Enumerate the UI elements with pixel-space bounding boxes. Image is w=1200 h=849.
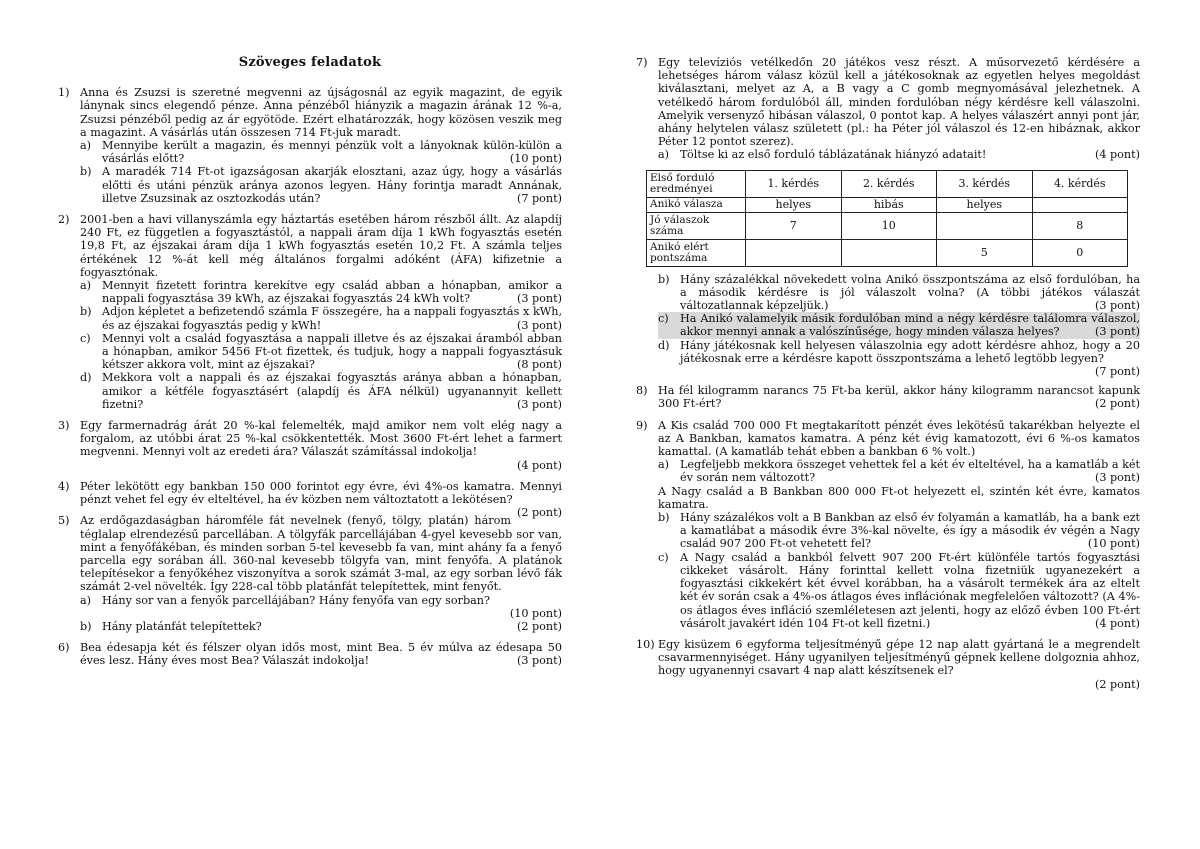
problem-4 [58,479,562,520]
sub-label: a) [80,593,92,607]
table-cell [937,212,1033,239]
sub-text: Legfeljebb mekkora összeget vehettek fel a két év elteltével, ha a kamatláb a két év során nem változott? [680,458,1140,485]
points: (4 pont) [1094,148,1140,162]
sub-text: Adjon képletet a befizetendő számla F összegére, ha a nappali fogyasztás x kWh, és az éjszakai fogyasztás pedig y kWh! [102,305,562,332]
table-cell: 0 [1032,239,1128,266]
table-cell: hibás [841,197,937,212]
problem-2 [58,213,562,411]
points: (3 pont) [1094,299,1140,313]
problem-5 [58,514,562,633]
points: (3 pont) [516,292,562,306]
sub-text: Mekkora volt a nappali és az éjszakai fogyasztás aránya abban a hónapban, amikor a kétféle fogyasztásért (alapdíj és ÁFA nélkül) ugyanannyit kellett fizetni? [102,371,562,411]
problem-text: Egy farmernadrág árát 20 %-kal felemelték, majd amikor nem volt elég nagy a forgalom, az utóbbi árat 25 %-kal csökkentették. Most 3600 Ft-ért lehet a farmert megvenni. Mennyi volt az eredeti ára? Válaszát számítással indokolja! [80,419,562,459]
problem-9-middle-text: A Nagy család a B Bankban 800 000 Ft-ot helyezett el, szintén két évre, kamatos kamatra. [658,484,1140,511]
problem-number: 8) [636,384,648,398]
points: (7 pont) [516,191,562,205]
sub-text: Mennyi volt a család fogyasztása a nappali illetve és az éjszakai áramból abban a hónapban, amikor 5456 Ft-ot fizettek, és tudjuk, hogy a nappali fogyasztásuk kétszer akkora volt, mint az éjszakai? [102,331,562,372]
subquestion-9a [658,458,1140,484]
points: (10 pont) [509,152,562,166]
problem-1 [58,86,562,205]
subquestion-7b [658,273,1140,313]
problem-number: 2) [58,213,70,227]
subquestion-5b [80,620,562,633]
problem-text: A Kis család 700 000 Ft megtakarított pénzét éves lekötésű takarékban helyezte el az A Bankban, kamatos kamatra. A pénz két évig kamatozott, évi 6 %-os kamatos kamattal. (A kamatláb tehát ebben a bankban 6 % volt.) [658,418,1140,459]
subquestion-7a [658,148,1140,161]
problem-number: 10) [636,637,655,651]
table-row [647,197,1128,212]
sub-label: c) [658,312,669,326]
table-row [647,239,1128,266]
sub-text: Hány platánfát telepítettek? [102,619,262,633]
subquestion-9c [658,551,1140,630]
problem-text: Az erdőgazdaságban háromféle fát nevelnek (fenyő, tölgy, platán) három téglalap elrendezésű parcellában. A tölgyfák parcellájában 4-gyel kevesebb sor van, mint a fenyőfákéban, és minden sorban 5-tel kevesebb fa van, mint ahány fa a fenyő parcella egy sorában áll. 360-nal kevesebb tölgyfa van, mint fenyőfa. A platánok telepítésekor a fenyőkéhez viszonyítva a sorok számát 3-mal, az egy sorban lévő fák számát 2-vel növelték. Így 228-cal több platánfát telepítettek, mint fenyőt. [80,514,562,594]
problem-text: 2001-ben a havi villanyszámla egy háztartás esetében három részből állt. Az alapdíj 240 Ft, ez független a fogyasztástól, a nappali áram díja 1 kWh fogyasztás esetén 19,8 Ft, az éjszakai áram díja 1 kWh fogyasztás esetén 10,2 Ft. A számla teljes értékének 12 %-át kell még általános forgalmi adóként (ÁFA) kifizetnie a fogyasztónak. [80,213,562,279]
points: (2 pont) [516,506,562,520]
sub-text: Hány sor van a fenyők parcellájában? Hány fenyőfa van egy sorban? [102,593,491,607]
subquestion-2a [80,279,562,305]
sub-label: b) [80,619,92,633]
points: (3 pont) [1094,325,1140,339]
subquestion-9b [658,511,1140,551]
sub-label: a) [658,148,670,162]
subquestion-2b [80,305,562,331]
table-header-cell: 1. kérdés [746,170,842,197]
problem-6 [58,641,562,667]
table-header-cell: Első forduló eredményei [647,170,746,197]
results-table [646,170,1128,267]
points: (2 pont) [1094,677,1140,691]
subquestion-1b [80,165,562,205]
sub-label: b) [80,165,92,179]
sub-label: d) [80,371,92,385]
problem-number: 5) [58,514,70,528]
table-cell: 10 [841,212,937,239]
sub-label: a) [80,279,92,293]
points: (2 pont) [516,619,562,633]
left-column [58,0,562,676]
table-header-cell: 3. kérdés [937,170,1033,197]
points: (3 pont) [1094,471,1140,485]
problem-text: Péter lekötött egy bankban 150 000 forintot egy évre, évi 4%-os kamatra. Mennyi pénzt vehet fel egy év elteltével, ha év közben nem változtatott a lekötésen? [80,479,562,507]
sub-text: Mennyibe került a magazin, és mennyi pénzük volt a lányoknak külön-külön a vásárlás előtt? [102,139,562,166]
sub-text: Ha Anikó valamelyik másik fordulóban mind a négy kérdésre találomra válaszol, akkor mennyi annak a valószínűsége, hogy minden válasza helyes? [680,312,1140,339]
problem-text: Egy kisüzem 6 egyforma teljesítményű gépe 12 nap alatt gyártaná le a megrendelt csavarmennyiséget. Hány ugyanilyen teljesítményű gépnek kellene dolgoznia ahhoz, hogy ugyanennyi csavart 4 nap alatt készítsenek el? [658,637,1140,678]
page-title: Szöveges feladatok [238,55,382,70]
sub-text: Töltse ki az első forduló táblázatának hiányzó adatait! [680,148,987,162]
problem-number: 3) [58,419,70,433]
points: (2 pont) [1094,397,1140,411]
table-cell: 8 [1032,212,1128,239]
points: (3 pont) [516,318,562,332]
subquestion-1a [80,139,562,165]
sub-text: Mennyit fizetett forintra kerekítve egy család abban a hónapban, amikor a nappali fogyasztása 39 kWh, az éjszakai fogyasztás 24 kWh volt? [102,279,562,306]
table-cell: helyes [937,197,1033,212]
points: (10 pont) [1087,537,1140,551]
points: (3 pont) [516,654,562,668]
table-row [647,212,1128,239]
problem-10 [636,638,1140,691]
table-header-cell: 4. kérdés [1032,170,1128,197]
right-column [636,56,1140,699]
problem-text: Ha fél kilogramm narancs 75 Ft-ba kerül, akkor hány kilogramm narancsot kapunk 300 Ft-ért? [658,384,1140,411]
sub-text: Hány százalékkal növekedett volna Anikó összpontszáma az első fordulóban, ha a második kérdésre is jól válaszolt volna? (A többi játékos válaszát változatlannak képzeljük.) [680,272,1140,313]
problem-number: 7) [636,56,648,69]
table-cell [1032,197,1128,212]
points: (4 pont) [516,458,562,472]
problem-number: 9) [636,418,648,432]
sub-label: b) [658,272,670,286]
table-cell: Anikó válasza [647,197,746,212]
sub-label: a) [658,458,670,472]
table-cell [746,239,842,266]
sub-label: b) [658,511,670,525]
table-cell: Jó válaszok száma [647,212,746,239]
subquestion-2d [80,371,562,411]
table-cell: 7 [746,212,842,239]
points: (8 pont) [516,358,562,372]
table-cell: helyes [746,197,842,212]
sub-text: A maradék 714 Ft-ot igazságosan akarják elosztani, azaz úgy, hogy a vásárlás előtti és utáni pénzük aránya azonos legyen. Hány forintja maradt Annának, illetve Zsuzsinak az osztozkodás után? [102,165,562,205]
points: (4 pont) [1094,616,1140,630]
points: (3 pont) [516,397,562,411]
table-cell: Anikó elért pontszáma [647,239,746,266]
table-cell [841,239,937,266]
problem-text: Egy televíziós vetélkedőn 20 játékos vesz részt. A műsorvezető kérdésére a lehetséges három válasz közül kell a játékosoknak az egyetlen helyes megoldást kiválasztani, melyet az A, a B vagy a C gomb megnyomásával jelezhetnek. A vetélkedő három fordulóból áll, minden fordulóban négy kérdésre kell válaszolni. Amelyik versenyző hibásan válaszol, 0 pontot kap. A helyes válaszért annyi pont jár, ahány helytelen válasz született (pl.: ha Péter jól válaszol és 12-en hibáznak, akkor Péter 12 pontot szerez). [658,56,1140,149]
subquestion-2c [80,332,562,372]
subquestion-7c [658,312,1140,338]
problem-7 [636,56,1140,162]
sub-label: c) [658,550,669,564]
problem-8 [636,384,1140,410]
problem-number: 6) [58,641,70,655]
problem-number: 4) [58,479,70,493]
problem-9 [636,419,1140,630]
sub-label: d) [658,338,670,352]
sub-text: Hány játékosnak kell helyesen válaszolnia egy adott kérdésre ahhoz, hogy a 20 játékosnak erre a kérdésre kapott összpontszáma a lehető legtöbb legyen? [680,338,1140,365]
sub-label: b) [80,305,92,319]
subquestion-7d [658,339,1140,379]
table-header-row [647,170,1128,197]
sub-text: Hány százalékos volt a B Bankban az első év folyamán a kamatláb, ha a bank ezt a kamatlábat a második évre 3%-kal növelte, és így a második év végén a Nagy család 907 200 Ft-ot vehetett fel? [680,511,1140,551]
problem-number: 1) [58,86,70,100]
problem-text: Bea édesapja két és félszer olyan idős most, mint Bea. 5 év múlva az édesapa 50 éves lesz. Hány éves most Bea? Válaszát indokolja! [80,641,562,668]
problem-text: Anna és Zsuzsi is szeretné megvenni az újságosnál az egyik magazint, de egyik lánynak sincs elegendő pénze. Anna pénzéből hiányzik a magazin árának 12 %-a, Zsuzsi pénzéből pedig az ár egyötöde. Ezért elhatározzák, hogy közösen veszik meg a magazint. A vásárlás után összesen 714 Ft-juk maradt. [80,86,562,139]
sub-label: a) [80,139,92,153]
sub-label: c) [80,331,91,345]
table-header-cell: 2. kérdés [841,170,937,197]
problem-3 [58,419,562,472]
table-cell: 5 [937,239,1033,266]
points: (10 pont) [509,606,562,620]
sub-text: A Nagy család a bankból felvett 907 200 Ft-ért különféle tartós fogyasztási cikkeket vásárolt. Hány forinttal kellett volna fizetniük ugyanezekért a fogyasztási cikkekért két évvel korábban, ha a vásárolt termékek ára az eltelt két év során csak a 4%-os átlagos éves inflációnak megfelelően változott? (A 4%-os átlagos éves infláció szemléletesen azt jelenti, hogy az előző évben 100 Ft-ért vásárolt javakért idén 104 Ft-ot kell fizetni.) [680,550,1140,630]
problem-7-cont [636,273,1140,379]
subquestion-5a [80,594,562,620]
points: (7 pont) [1094,365,1140,379]
